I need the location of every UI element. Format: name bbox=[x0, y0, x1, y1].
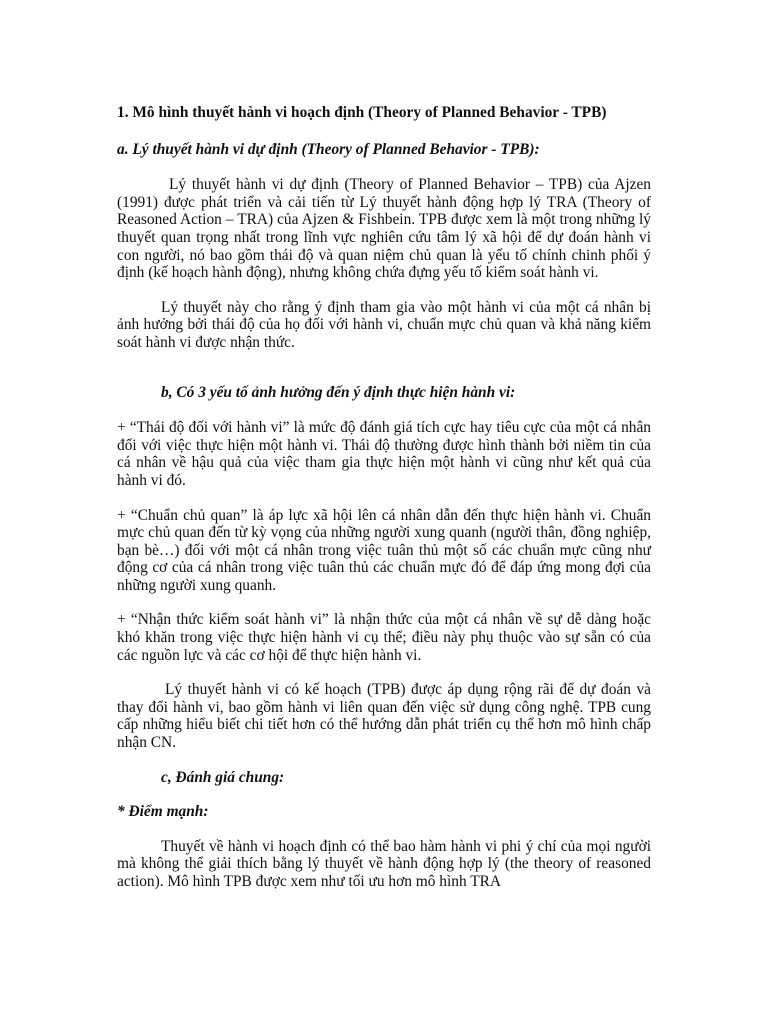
title-text: thuyết hành vi hoạch định (Theory of Planned Behavior - TPB) bbox=[188, 104, 607, 121]
document-title bbox=[117, 104, 651, 122]
bullet-subjective-norm: + “Chuẩn chủ quan” là áp lực xã hội lên cá nhân dẫn đến thực hiện hành vi. Chuẩn mực chủ quan đến từ kỳ vọng của những người xung quanh (người thân, đồng nghiệp, bạn bè…) đối với một cá nhân trong việc tuân thủ một số các chuẩn mực cũng như động cơ của cá nhân trong việc tuân thủ các chuẩn mực đó để đáp ứng mong đợi của những người xung quanh. bbox=[117, 506, 651, 594]
heading-c: c, Đánh giá chung: bbox=[161, 768, 285, 786]
bullet-attitude: + “Thái độ đối với hành vi” là mức độ đánh giá tích cực hay tiêu cực của một cá nhân đối với việc thực hiện một hành vi. Thái độ thường được hình thành bởi niềm tin của cá nhân về hậu quả của việc tham gia thực hiện một hành vi cũng như kết quả của hành vi đó. bbox=[117, 419, 651, 489]
heading-b: b, Có 3 yếu tố ảnh hưởng đến ý định thực hiện hành vi: bbox=[161, 383, 516, 401]
heading-strengths: * Điểm mạnh: bbox=[117, 803, 209, 821]
bullet-perceived-control: + “Nhận thức kiểm soát hành vi” là nhận thức của một cá nhân về sự dễ dàng hoặc khó khăn trong việc thực hiện hành vi cụ thể; điều này phụ thuộc vào sự sẵn có của các nguồn lực và các cơ hội để thực hiện hành vi. bbox=[117, 611, 651, 664]
document-page bbox=[117, 104, 651, 891]
paragraph-tpb-intro: Lý thuyết hành vi dự định (Theory of Planned Behavior – TPB) của Ajzen (1991) được phát triển và cải tiến từ Lý thuyết hành động hợp lý TRA (Theory of Reasoned Action – TRA) của Ajzen & Fishbein. TPB được xem là một trong những lý thuyết quan trọng nhất trong lĩnh vực nghiên cứu tâm lý xã hội để dự đoán hành vi con người, nó bao gồm thái độ và quan niệm chủ quan là yếu tố chính chinh phối ý định (kế hoạch hành động), nhưng không chứa đựng yếu tố kiểm soát hành vi. bbox=[117, 176, 651, 282]
title-number: 1. Mô hình bbox=[117, 104, 189, 121]
paragraph-tpb-theory: Lý thuyết này cho rằng ý định tham gia vào một hành vi của một cá nhân bị ảnh hưởng bởi thái độ của họ đối với hành vi, chuẩn mực chủ quan và khả năng kiểm soát hành vi được nhận thức. bbox=[117, 298, 651, 351]
heading-a: a. Lý thuyết hành vi dự định (Theory of Planned Behavior - TPB): bbox=[117, 140, 540, 158]
paragraph-tpb-application: Lý thuyết hành vi có kế hoạch (TPB) được áp dụng rộng rãi để dự đoán và thay đổi hành vi, bao gồm hành vi liên quan đến việc sử dụng công nghệ. TPB cung cấp những hiểu biết chi tiết hơn có thể hướng dẫn phát triển cụ thể hơn mô hình chấp nhận CN. bbox=[117, 681, 651, 752]
paragraph-strengths: Thuyết về hành vi hoạch định có thể bao hàm hành vi phi ý chí của mọi người mà không thể giải thích bằng lý thuyết về hành động hợp lý (the theory of reasoned action). Mô hình TPB được xem như tối ưu hơn mô hình TRA bbox=[117, 837, 651, 890]
